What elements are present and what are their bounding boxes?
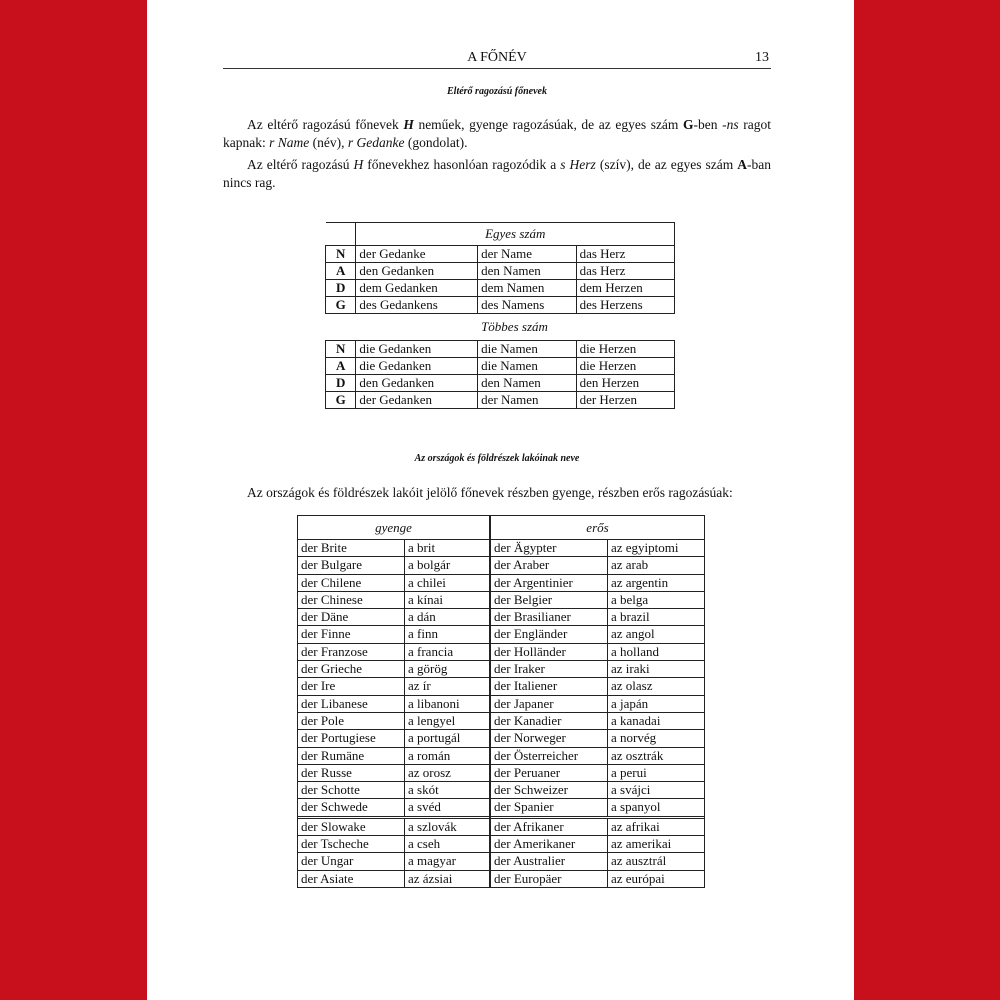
german-noun: der Iraker: [491, 661, 608, 678]
declension-cell: der Herzen: [576, 392, 674, 409]
table-row: [491, 817, 704, 835]
declension-row: [326, 375, 675, 392]
declension-cell: den Gedanken: [356, 375, 478, 392]
hungarian-translation: a lengyel: [405, 712, 490, 729]
table-row: [491, 782, 704, 799]
declension-cell: die Namen: [478, 341, 576, 358]
case-label: G: [326, 392, 356, 409]
declension-row: [326, 358, 675, 375]
german-noun: der Libanese: [298, 695, 405, 712]
hungarian-translation: a magyar: [405, 853, 490, 870]
declension-cell: den Herzen: [576, 375, 674, 392]
german-noun: der Russe: [298, 764, 405, 781]
declension-cell: des Herzens: [576, 297, 674, 314]
hungarian-translation: a francia: [405, 643, 490, 660]
hungarian-translation: a bolgár: [405, 557, 490, 574]
table-row: [491, 747, 704, 764]
german-noun: der Argentinier: [491, 574, 608, 591]
german-noun: der Ire: [298, 678, 405, 695]
table-row: [491, 695, 704, 712]
hungarian-translation: a portugál: [405, 730, 490, 747]
hungarian-translation: az angol: [608, 626, 705, 643]
german-noun: der Amerikaner: [491, 836, 608, 853]
table-row: [491, 730, 704, 747]
hungarian-translation: az argentin: [608, 574, 705, 591]
table-row: [491, 643, 704, 660]
hungarian-translation: a román: [405, 747, 490, 764]
hungarian-translation: az ázsiai: [405, 870, 490, 887]
hungarian-translation: a holland: [608, 643, 705, 660]
german-noun: der Österreicher: [491, 747, 608, 764]
plural-caption: Többes szám: [481, 319, 548, 334]
german-noun: der Brasilianer: [491, 609, 608, 626]
german-noun: der Ungar: [298, 853, 405, 870]
german-noun: der Pole: [298, 712, 405, 729]
german-noun: der Afrikaner: [491, 817, 608, 835]
hungarian-translation: a brit: [408, 540, 436, 555]
german-noun: der Brite: [298, 540, 405, 557]
table-row: [298, 626, 489, 643]
table-row: [491, 626, 704, 643]
german-noun: der Bulgare: [298, 557, 405, 574]
hungarian-translation: a kínai: [405, 591, 490, 608]
hungarian-translation: a belga: [608, 591, 705, 608]
german-noun: der Spanier: [491, 799, 608, 817]
case-label: N: [326, 246, 356, 263]
declension-cell: die Herzen: [576, 358, 674, 375]
section-title-irregular-nouns: Eltérő ragozású főnevek: [447, 86, 547, 97]
hungarian-translation: a cseh: [405, 836, 490, 853]
declension-row: [326, 263, 675, 280]
declension-cell: der Namen: [478, 392, 576, 409]
declension-cell: die Namen: [478, 358, 576, 375]
declension-cell: der Gedanke: [356, 246, 478, 263]
german-noun: der Peruaner: [491, 764, 608, 781]
german-noun: der Araber: [491, 557, 608, 574]
table-row: [491, 574, 704, 591]
table-row: [491, 853, 704, 870]
german-noun: der Tscheche: [298, 836, 405, 853]
table-row: [491, 609, 704, 626]
german-noun: der Holländer: [491, 643, 608, 660]
table-row: [298, 836, 489, 853]
table-row: [298, 817, 489, 835]
hungarian-translation: a kanadai: [608, 712, 705, 729]
hungarian-translation: a svéd: [405, 799, 490, 817]
singular-declension-table: [325, 222, 675, 314]
paragraph-nationalities: Az országok és földrészek lakóit jelölő főnevek részben gyenge, részben erős ragozásúak:: [247, 485, 733, 500]
table-row: [298, 695, 489, 712]
hungarian-translation: az ausztrál: [608, 853, 705, 870]
declension-cell: das Herz: [576, 263, 674, 280]
german-noun: der Franzose: [298, 643, 405, 660]
german-noun: der Grieche: [298, 661, 405, 678]
case-label: A: [326, 263, 356, 280]
hungarian-translation: az afrikai: [608, 817, 705, 835]
hungarian-translation: az egyiptomi: [611, 540, 679, 555]
hungarian-translation: a szlovák: [405, 817, 490, 835]
case-label: D: [326, 280, 356, 297]
table-row: [298, 540, 489, 557]
declension-cell: den Namen: [478, 263, 576, 280]
table-row: [298, 764, 489, 781]
section-title-nationalities: Az országok és földrészek lakóinak neve: [414, 453, 580, 464]
paragraph-irregular-nouns: Az eltérő ragozású főnevek H neműek, gyenge ragozásúak, de az egyes szám G-ben -ns ragot kapnak: r Name (név), r Gedanke (gondolat).: [223, 117, 771, 150]
paragraph-herz: Az eltérő ragozású H főnevekhez hasonlóan ragozódik a s Herz (szív), de az egyes szám A-ban nincs rag.: [223, 157, 771, 190]
declension-row: [326, 297, 675, 314]
hungarian-translation: a finn: [405, 626, 490, 643]
hungarian-translation: a japán: [608, 695, 705, 712]
table-row: [298, 853, 489, 870]
case-label: A: [326, 358, 356, 375]
declension-cell: den Namen: [478, 375, 576, 392]
table-row: [491, 591, 704, 608]
table-row: [491, 764, 704, 781]
hungarian-translation: az iraki: [608, 661, 705, 678]
strong-header: erős: [491, 516, 704, 540]
page-number: 13: [755, 50, 769, 65]
declension-cell: den Gedanken: [356, 263, 478, 280]
german-noun: der Norweger: [491, 730, 608, 747]
singular-caption: Egyes szám: [356, 223, 675, 246]
declension-row: [326, 280, 675, 297]
german-noun: der Schotte: [298, 782, 405, 799]
hungarian-translation: a perui: [608, 764, 705, 781]
book-page: [147, 0, 854, 1000]
hungarian-translation: a norvég: [608, 730, 705, 747]
chapter-title: A FŐNÉV: [467, 50, 527, 65]
hungarian-translation: a skót: [405, 782, 490, 799]
table-row: [491, 712, 704, 729]
weak-header: gyenge: [298, 516, 489, 540]
german-noun: der Chilene: [298, 574, 405, 591]
declension-cell: der Name: [478, 246, 576, 263]
declension-cell: die Gedanken: [356, 341, 478, 358]
declension-cell: die Herzen: [576, 341, 674, 358]
running-header: [223, 50, 771, 69]
table-row: [491, 540, 704, 557]
german-noun: der Schwede: [298, 799, 405, 817]
german-noun: der Schweizer: [491, 782, 608, 799]
case-label: D: [326, 375, 356, 392]
table-row: [491, 557, 704, 574]
german-noun: der Australier: [491, 853, 608, 870]
hungarian-translation: az osztrák: [608, 747, 705, 764]
table-row: [298, 730, 489, 747]
german-noun: der Däne: [298, 609, 405, 626]
table-row: [298, 712, 489, 729]
german-noun: der Japaner: [491, 695, 608, 712]
declension-cell: der Gedanken: [356, 392, 478, 409]
german-noun: der Ägypter: [491, 540, 608, 557]
hungarian-translation: a brazil: [608, 609, 705, 626]
declension-cell: des Gedankens: [356, 297, 478, 314]
table-row: [298, 661, 489, 678]
table-row: [298, 870, 489, 887]
hungarian-translation: az európai: [608, 870, 705, 887]
german-noun: der Belgier: [491, 591, 608, 608]
german-noun: der Kanadier: [491, 712, 608, 729]
table-row: [298, 574, 489, 591]
hungarian-translation: az arab: [608, 557, 705, 574]
declension-cell: dem Herzen: [576, 280, 674, 297]
declension-row: [326, 392, 675, 409]
declension-row: [326, 341, 675, 358]
german-noun: der Engländer: [491, 626, 608, 643]
declension-row: [326, 246, 675, 263]
declension-cell: dem Gedanken: [356, 280, 478, 297]
table-row: [298, 557, 489, 574]
declension-cell: des Namens: [478, 297, 576, 314]
table-row: [298, 591, 489, 608]
declension-cell: das Herz: [576, 246, 674, 263]
table-row: [298, 799, 489, 817]
german-noun: der Italiener: [491, 678, 608, 695]
german-noun: der Asiate: [298, 870, 405, 887]
table-row: [491, 661, 704, 678]
table-row: [491, 836, 704, 853]
hungarian-translation: a spanyol: [608, 799, 705, 817]
german-noun: der Portugiese: [298, 730, 405, 747]
table-row: [491, 678, 704, 695]
table-row: [491, 870, 704, 887]
german-noun: der Slowake: [298, 817, 405, 835]
german-noun: der Finne: [298, 626, 405, 643]
strong-column-group: [490, 515, 705, 888]
table-row: [298, 678, 489, 695]
hungarian-translation: a görög: [405, 661, 490, 678]
plural-declension-table: [325, 340, 675, 409]
declension-cell: die Gedanken: [356, 358, 478, 375]
hungarian-translation: az orosz: [405, 764, 490, 781]
case-label: G: [326, 297, 356, 314]
hungarian-translation: a dán: [405, 609, 490, 626]
hungarian-translation: az amerikai: [608, 836, 705, 853]
german-noun: der Chinese: [298, 591, 405, 608]
table-row: [491, 799, 704, 817]
declension-cell: dem Namen: [478, 280, 576, 297]
hungarian-translation: a svájci: [608, 782, 705, 799]
table-row: [298, 609, 489, 626]
case-label: N: [326, 341, 356, 358]
table-row: [298, 643, 489, 660]
hungarian-translation: az olasz: [608, 678, 705, 695]
weak-column-group: [297, 515, 490, 888]
hungarian-translation: a chilei: [405, 574, 490, 591]
hungarian-translation: a libanoni: [405, 695, 490, 712]
german-noun: der Rumäne: [298, 747, 405, 764]
table-row: [298, 782, 489, 799]
hungarian-translation: az ír: [405, 678, 490, 695]
table-row: [298, 747, 489, 764]
german-noun: der Europäer: [491, 870, 608, 887]
